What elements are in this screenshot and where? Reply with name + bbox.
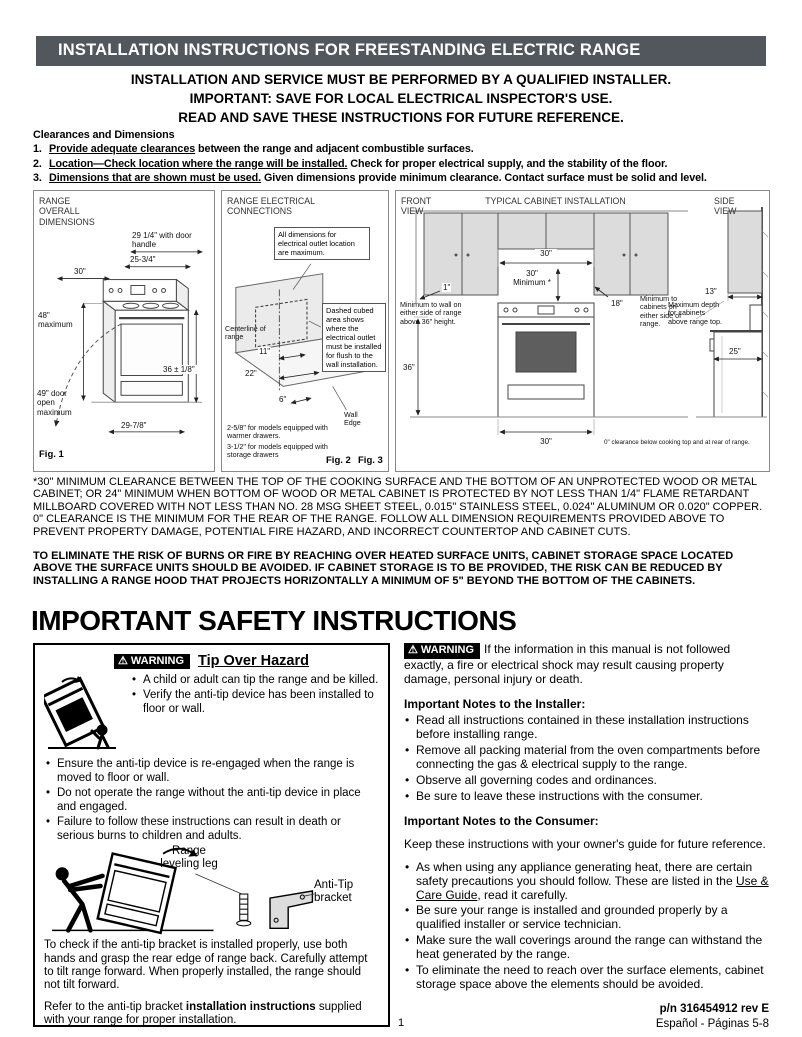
fig2-footnote-storage: 3-1/2" for models equipped with storage drawers: [227, 442, 328, 460]
figure-cabinet-installation: [395, 190, 770, 472]
hazard-bullets-top: [130, 674, 379, 718]
warning-text: If the information in this manual is not followed exactly, a fire or electrical shock may result causing property damage, personal injury or death.: [404, 642, 731, 686]
clearance-item-2: [33, 157, 773, 171]
hazard-title: Tip Over Hazard: [198, 653, 309, 669]
item-text-underlined: Provide adequate clearances: [49, 143, 196, 156]
footer-part-info: [656, 1002, 769, 1031]
fig3-side-view-label: SIDE VIEW: [714, 196, 737, 217]
fig1-dim-width: 30": [74, 267, 86, 276]
consumer-intro: Keep these instructions with your owner's guide for future reference.: [404, 836, 766, 851]
warning-icon: ⚠: [408, 644, 418, 656]
hazard-top-row: [44, 674, 379, 758]
leveling-leg-label: Range leveling leg: [160, 845, 218, 870]
fig2-note-dashed: Dashed cubed area shows where the electrical outlet must be installed for flush to the wall installation.: [322, 303, 386, 372]
consumer-note: [404, 861, 770, 903]
figures-row: [33, 190, 770, 472]
use-care-guide-reference: Use & Care Guide: [416, 873, 769, 902]
right-column: [404, 643, 770, 994]
fig3-dim-bottom-width: 30": [535, 437, 557, 446]
fig3-dim-cabinet-depth: 13": [705, 287, 717, 296]
figure-range-dimensions: [33, 190, 215, 472]
anti-tip-figure: [44, 845, 379, 935]
consumer-note-text: , read it carefully.: [477, 887, 568, 902]
consumer-note: • Be sure your range is installed and grounded properly by a qualified installer or service technician.: [404, 904, 770, 932]
installer-note: • Observe all governing codes and ordinances.: [404, 774, 770, 788]
refer-text: Refer to the anti-tip bracket: [44, 1000, 186, 1013]
fig2-dim-22: 22": [245, 369, 257, 378]
warning-label: WARNING: [420, 644, 475, 656]
intro-line-2: IMPORTANT: SAVE FOR LOCAL ELECTRICAL INSPECTOR'S USE.: [189, 91, 613, 107]
fig3-dim-counter-height: 36": [403, 363, 415, 372]
intro-line-1: INSTALLATION AND SERVICE MUST BE PERFORMED BY A QUALIFIED INSTALLER.: [130, 72, 672, 87]
consumer-note: • To eliminate the need to reach over the surface elements, cabinet storage space above the elements should be avoided.: [404, 964, 770, 992]
fig3-dim-side-gap: 18": [611, 299, 623, 308]
page-number: 1: [397, 1017, 405, 1029]
item-number: 1.: [33, 143, 42, 156]
clearances-section: [33, 128, 773, 185]
installer-note: • Be sure to leave these instructions with the consumer.: [404, 790, 770, 804]
fig2-note-max: All dimensions for electrical outlet location are maximum.: [274, 227, 370, 260]
installer-note: • Remove all packing material from the oven compartments before connecting the gas & electrical supply to the range.: [404, 744, 770, 772]
item-number: 2.: [33, 157, 42, 170]
clearance-note-paragraph: *30" MINIMUM CLEARANCE BETWEEN THE TOP OF THE COOKING SURFACE AND THE BOTTOM OF AN UNPROTECTED WOOD OR METAL CABINET; OR 24" MINIMUM WHEN BOTTOM OF WOOD OR METAL CABINET IS PROTECTED BY NOT LESS THAN 1/4" FLAME RETARDANT MILLBOARD COVERED WITH NOT LESS THAN NO. 28 MSG SHEET STEEL, 0.015" STAINLESS STEEL, 0.024" ALUMINUM OR 0.020" COPPER. 0" CLEARANCE IS THE MINIMUM FOR THE REAR OF THE RANGE. FOLLOW ALL DIMENSION REQUIREMENTS PROVIDED ABOVE TO PREVENT PROPERTY DAMAGE, POTENTIAL FIRE HAZARD, AND INCORRECT COUNTERTOP AND CABINET CUTS.: [33, 476, 763, 538]
fig3-note-zero-clearance: 0" clearance below cooking top and at rear of range.: [604, 439, 750, 446]
fig1-dim-depth: 25-3/4": [130, 255, 156, 264]
item-text-underlined: Location—Check location where the range will be installed.: [49, 157, 348, 170]
intro-line-3: READ AND SAVE THESE INSTRUCTIONS FOR FUTURE REFERENCE.: [178, 110, 624, 126]
fig2-dim-11: 11": [259, 347, 271, 356]
fig2-title: RANGE ELECTRICAL CONNECTIONS: [227, 196, 315, 217]
fig3-note-wall: Minimum to wall on either side of range above 36" height.: [400, 300, 462, 326]
installer-notes-heading: Important Notes to the Installer:: [404, 696, 586, 711]
hazard-bullet: • A child or adult can tip the range and be killed.: [130, 674, 379, 687]
fig2-footnote-warmer: 2-5/8" for models equipped with warmer drawers.: [227, 423, 328, 441]
fig1-dim-height: 48" maximum: [38, 311, 73, 330]
document-title: INSTALLATION INSTRUCTIONS FOR FREESTANDING ELECTRIC RANGE: [58, 41, 641, 59]
clearance-item-3: [33, 171, 773, 185]
fig1-dim-door-handle: 29 1/4" with door handle: [132, 231, 192, 250]
fig3-caption: Fig. 3: [358, 455, 383, 466]
hazard-bullet: • Failure to follow these instructions can result in death or serious burns to children and adults.: [44, 816, 379, 843]
fig2-caption: Fig. 2: [326, 455, 351, 466]
fig3-title: TYPICAL CABINET INSTALLATION: [485, 196, 626, 206]
consumer-note-text: As when using any appliance generating heat, there are certain safety precautions you should follow. These are listed in the: [416, 859, 753, 888]
installer-notes-list: [404, 714, 770, 803]
fig1-caption: Fig. 1: [39, 449, 64, 460]
fig3-dim-counter-depth: 25": [729, 347, 741, 356]
tip-over-hazard-box: [33, 643, 390, 1027]
spanish-note: Español - Páginas 5-8: [655, 1017, 769, 1030]
hazard-bullets-main: [44, 758, 379, 843]
installer-note: • Read all instructions contained in these installation instructions before installing range.: [404, 714, 770, 742]
warning-icon: ⚠: [118, 654, 128, 667]
refer-bold-text: installation instructions: [185, 1000, 316, 1013]
fig1-dim-door-open: 49" door open maximum: [37, 389, 72, 417]
safety-heading: IMPORTANT SAFETY INSTRUCTIONS: [31, 605, 517, 636]
item-text: Check for proper electrical supply, and the stability of the floor.: [347, 157, 668, 170]
refer-text: supplied with your range for proper installation.: [44, 1000, 362, 1027]
consumer-notes-list: [404, 861, 770, 992]
fig2-wall-edge-label: Wall Edge: [344, 410, 361, 428]
burn-warning-paragraph: TO ELIMINATE THE RISK OF BURNS OR FIRE BY REACHING OVER HEATED SURFACE UNITS, CABINET STORAGE SPACE LOCATED ABOVE THE SURFACE UNITS SHOULD BE AVOIDED. IF CABINET STORAGE IS TO BE PROVIDED, THE RISK CAN BE REDUCED BY INSTALLING A RANGE HOOD THAT PROJECTS HORIZONTALLY A MINIMUM OF 5" BEYOND THE BOTTOM OF THE CABINETS.: [33, 550, 734, 587]
fig3-note-cabinets: Minimum to cabinets on either side of range.: [640, 294, 682, 328]
check-paragraph: To check if the anti-tip bracket is installed properly, use both hands and grasp the rear edge of range back. Carefully attempt to tilt range forward. When properly installed, the range should not tilt forward.: [44, 939, 368, 992]
fig3-dim-wall-gap: 1": [443, 283, 451, 292]
general-warning-paragraph: [404, 643, 770, 687]
hazard-bullet: • Verify the anti-tip device has been installed to floor or wall.: [130, 689, 379, 716]
item-text: Given dimensions provide minimum clearance. Contact surface must be solid and level.: [261, 171, 707, 184]
item-text: between the range and adjacent combustible surfaces.: [195, 143, 474, 156]
clearances-heading: Clearances and Dimensions: [33, 129, 175, 141]
warning-badge: [114, 654, 190, 670]
warning-badge: [404, 643, 480, 659]
fig3-dim-top-width: 30": [535, 249, 557, 258]
tip-over-pictogram: [44, 674, 124, 758]
fig1-dim-body-width: 29-7/8": [121, 421, 147, 430]
anti-tip-bracket-label: Anti-Tip bracket: [314, 879, 354, 904]
cabinet-drawing: [396, 191, 769, 471]
item-number: 3.: [33, 171, 42, 184]
fig1-title: RANGE OVERALL DIMENSIONS: [39, 196, 95, 227]
fig3-dim-min-clearance: 30" Minimum *: [508, 269, 556, 288]
fig1-dim-counter-height: 36 ± 1/8": [162, 365, 212, 374]
clearance-item-1: [33, 142, 773, 156]
fig3-note-depth: Maximum depth for cabinets above range top.: [668, 300, 722, 326]
item-text-underlined: Dimensions that are shown must be used.: [49, 171, 262, 184]
intro-statements: [0, 70, 802, 127]
fig3-front-view-label: FRONT VIEW: [401, 196, 432, 217]
fig2-dim-6: 6": [279, 395, 287, 404]
consumer-notes-heading: Important Notes to the Consumer:: [404, 813, 599, 828]
hazard-bullet: • Ensure the anti-tip device is re-engaged when the range is moved to floor or wall.: [44, 758, 379, 785]
consumer-note: • Make sure the wall coverings around the range can withstand the heat generated by the range.: [404, 934, 770, 962]
fig2-centerline-label: Centerline of range: [225, 324, 266, 342]
part-number: p/n 316454912 rev E: [659, 1003, 769, 1016]
figure-electrical-connections: [221, 190, 389, 472]
hazard-header: [44, 653, 379, 670]
warning-label: WARNING: [130, 654, 185, 667]
hazard-bullet: • Do not operate the range without the anti-tip device in place and engaged.: [44, 787, 379, 814]
document-title-bar: [36, 36, 766, 66]
